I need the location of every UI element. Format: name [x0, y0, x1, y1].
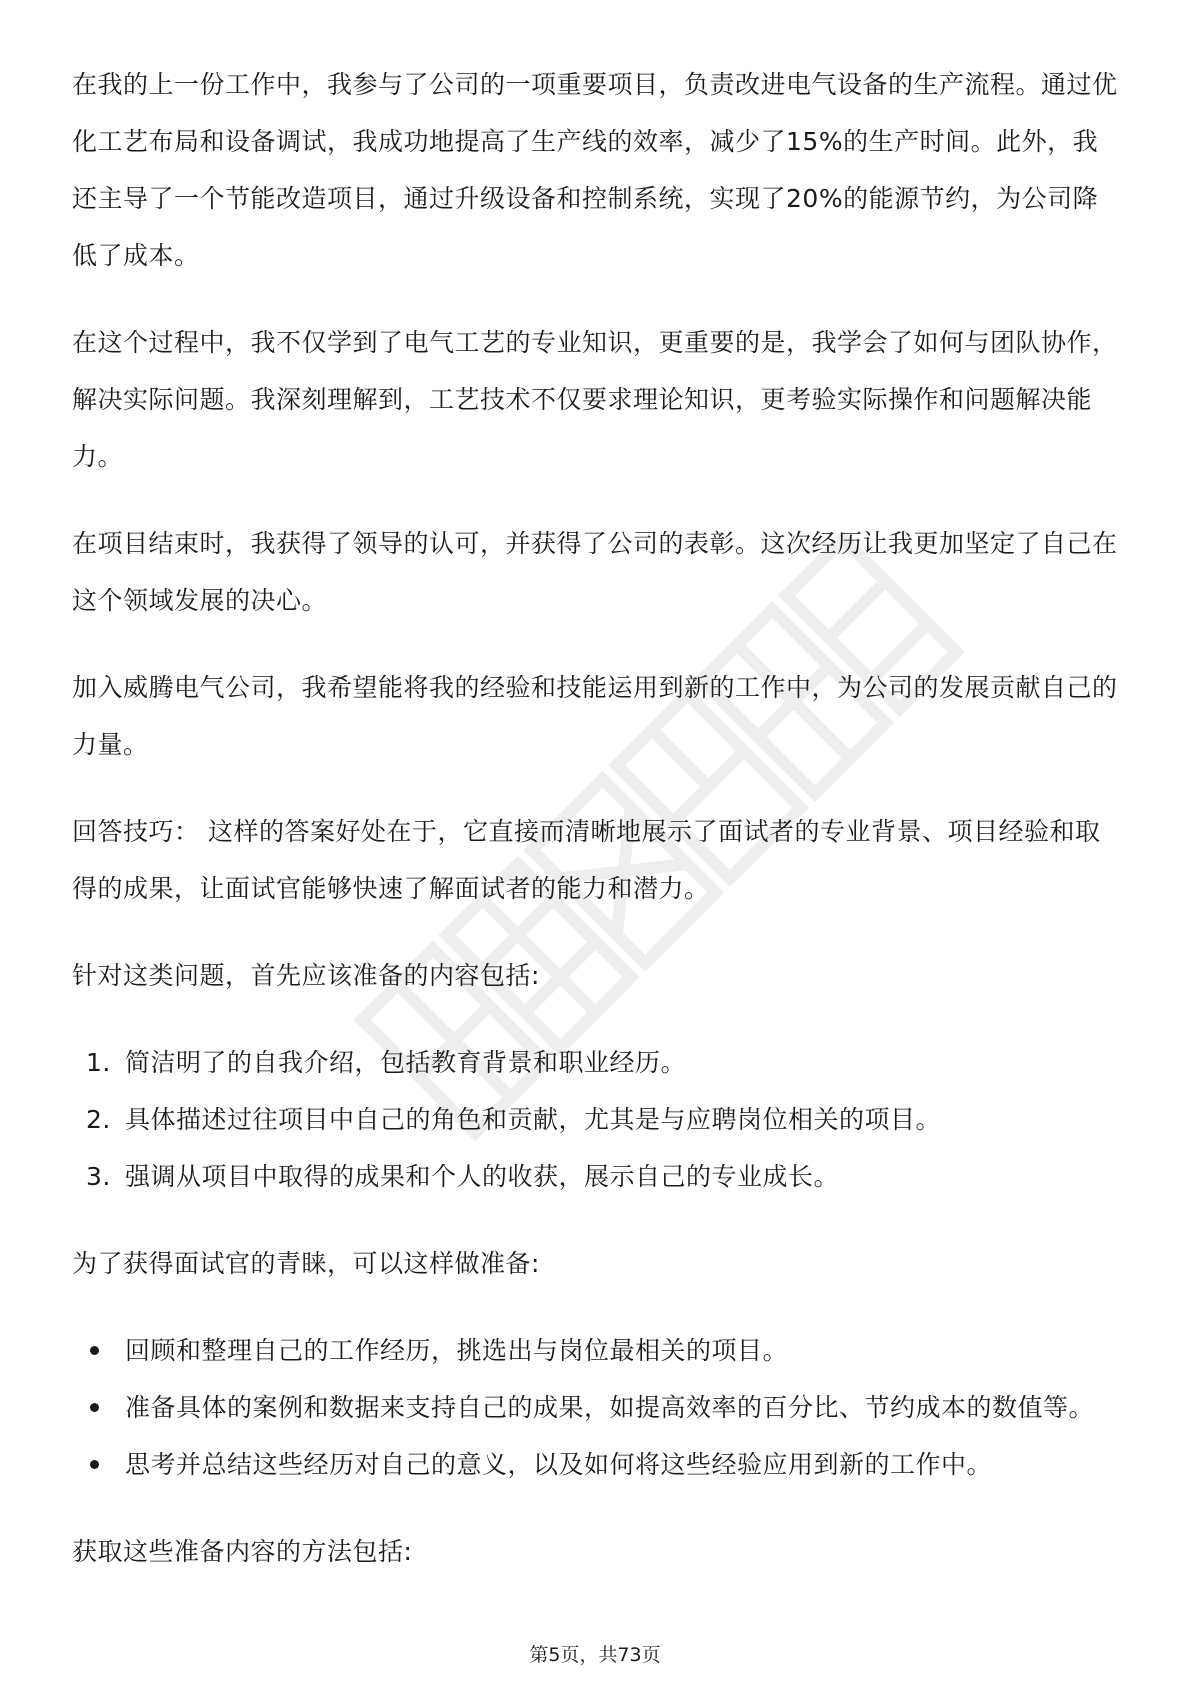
numbered-list: [72, 1034, 1118, 1205]
bullet-list: [72, 1322, 1118, 1493]
bullet-icon: [90, 1346, 99, 1355]
paragraph-prep-intro: 针对这类问题，首先应该准备的内容包括:: [72, 961, 540, 990]
list-number: 3.: [86, 1162, 111, 1191]
list-item-text: 思考并总结这些经历对自己的意义，以及如何将这些经验应用到新的工作中。: [125, 1450, 993, 1479]
list-item-text: 简洁明了的自我介绍，包括教育背景和职业经历。: [125, 1048, 687, 1077]
list-item-text: 具体描述过往项目中自己的角色和贡献，尤其是与应聘岗位相关的项目。: [125, 1105, 942, 1134]
paragraph-recognition: 在项目结束时，我获得了领导的认可，并获得了公司的表彰。这次经历让我更加坚定了自己在这个领域发展的决心。: [72, 529, 1118, 615]
bullet-icon: [90, 1403, 99, 1412]
paragraph-project-experience: 在我的上一份工作中，我参与了公司的一项重要项目，负责改进电气设备的生产流程。通过优化工艺布局和设备调试，我成功地提高了生产线的效率，减少了15%的生产时间。此外，我还主导了一个节能改造项目，通过升级设备和控制系统，实现了20%的能源节约，为公司降低了成本。: [72, 70, 1118, 270]
list-item: [72, 1091, 1118, 1148]
list-item: [72, 1148, 1118, 1205]
paragraph-joining-company: 加入威腾电气公司，我希望能将我的经验和技能运用到新的工作中，为公司的发展贡献自己的力量。: [72, 673, 1118, 759]
list-number: 2.: [86, 1105, 111, 1134]
list-item-text: 回顾和整理自己的工作经历，挑选出与岗位最相关的项目。: [125, 1336, 789, 1365]
list-item: [72, 1322, 1118, 1379]
paragraph-learning: 在这个过程中，我不仅学到了电气工艺的专业知识，更重要的是，我学会了如何与团队协作，解决实际问题。我深刻理解到，工艺技术不仅要求理论知识，更考验实际操作和问题解决能力。: [72, 328, 1118, 471]
list-item: [72, 1436, 1118, 1493]
list-item: [72, 1379, 1118, 1436]
page-number: 第5页，共73页: [529, 1644, 661, 1666]
paragraph-answer-tips: 回答技巧： 这样的答案好处在于，它直接而清晰地展示了面试者的专业背景、项目经验和取得的成果，让面试官能够快速了解面试者的能力和潜力。: [72, 817, 1101, 903]
paragraph-prep-favor: 为了获得面试官的青睐，可以这样做准备:: [72, 1249, 540, 1278]
list-item-text: 准备具体的案例和数据来支持自己的成果，如提高效率的百分比、节约成本的数值等。: [125, 1393, 1095, 1422]
paragraph-methods: 获取这些准备内容的方法包括:: [72, 1537, 413, 1566]
list-item: [72, 1034, 1118, 1091]
list-item-text: 强调从项目中取得的成果和个人的收获，展示自己的专业成长。: [125, 1162, 840, 1191]
bullet-icon: [90, 1460, 99, 1469]
list-number: 1.: [86, 1048, 111, 1077]
page-content: [72, 56, 1118, 1610]
